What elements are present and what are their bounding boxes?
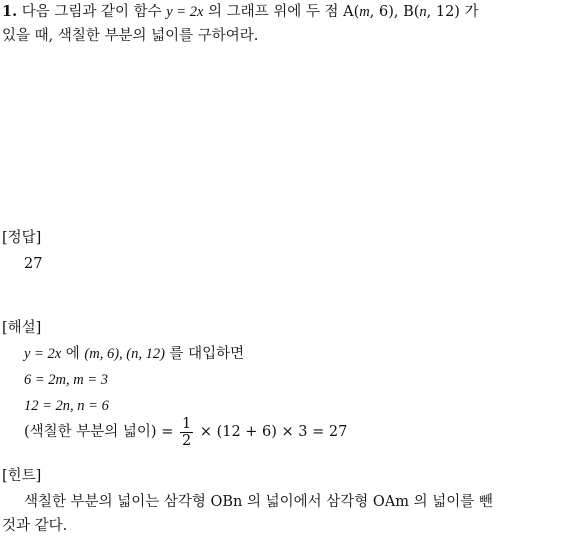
solution-header: [해설] — [2, 320, 42, 336]
problem-line-2: 있을 때, 색칠한 부분의 넓이를 구하여라. — [2, 28, 259, 44]
hint-line-2: 것과 같다. — [2, 518, 68, 534]
fraction-one-half: $\frac{1}{2}$ — [181, 415, 192, 449]
solution-step-1: y = 2x 에 (m, 6), (n, 12) 를 대입하면 — [24, 346, 245, 362]
function-expression: y = 2x — [166, 4, 204, 20]
hint-header: [힌트] — [2, 468, 42, 484]
point-a: A(m, 6), — [343, 4, 399, 20]
solution-step-2: 6 = 2m, m = 3 — [24, 372, 109, 388]
answer-header: [정답] — [2, 230, 42, 246]
solution-step-4: (색칠한 부분의 넓이) = $\frac{1}{2}$ × (12 + 6) × 3 = 27 — [24, 415, 348, 449]
problem-text-end: 가 — [464, 4, 479, 20]
answer-value: 27 — [24, 256, 43, 272]
solution-step-3: 12 = 2n, n = 6 — [24, 398, 109, 414]
figure-area — [0, 56, 572, 226]
hint-line-1: 색칠한 부분의 넓이는 삼각형 OBn 의 넓이에서 삼각형 OAm 의 넓이를 뺀 — [24, 494, 493, 510]
problem-text-mid: 의 그래프 위에 두 점 — [208, 4, 339, 20]
problem-text-intro: 다음 그림과 같이 함수 — [21, 4, 162, 20]
problem-line-1 — [2, 2, 479, 22]
problem-number: 1. — [2, 3, 18, 20]
point-b: B(n, 12) — [403, 4, 460, 20]
